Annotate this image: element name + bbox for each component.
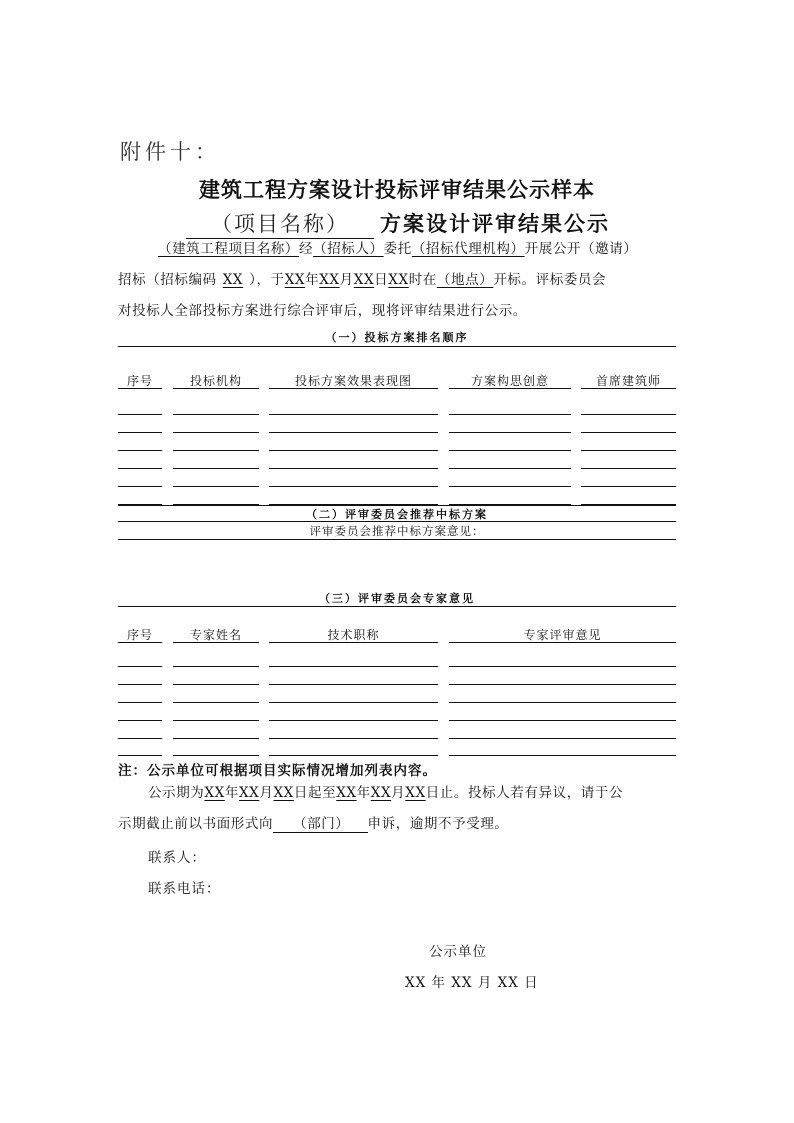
intro-tender-code: XX	[222, 272, 244, 288]
s1-row-4-col-5-line	[581, 450, 676, 451]
intro-text: 月	[339, 272, 354, 288]
s1-row-5-col-5-line	[581, 468, 676, 469]
s3-row-3-col-2-line	[173, 684, 259, 685]
period-end-day: XX	[405, 785, 426, 801]
subtitle-project-name: （项目名称）	[186, 208, 374, 239]
contact-person-label: 联系人：	[148, 850, 206, 866]
s1-row-6-col-2-line	[173, 486, 259, 487]
s1-row-2-col-3-line	[269, 414, 438, 415]
section1-title: （一）投标方案排名顺序	[325, 331, 469, 344]
s1-row-2-col-2-line	[173, 414, 259, 415]
subtitle-text: 方案设计评审结果公示	[380, 211, 610, 236]
s1-row-5-col-3-line	[269, 468, 438, 469]
s3-header-name: 专家姓名	[189, 628, 242, 642]
s1-row-2-col-1-line	[118, 414, 162, 415]
intro-text: 经	[299, 241, 314, 257]
s1-header-render: 投标方案效果表现图	[294, 374, 412, 388]
intro-line-3: 对投标人全部投标方案进行综合评审后，现将评审结果进行公示。	[118, 303, 527, 319]
s1-row-5-col-2-line	[173, 468, 259, 469]
period-text: 月	[391, 785, 406, 801]
section2-title: （二）评审委员会推荐中标方案	[306, 508, 488, 521]
s1-row-6-col-1-line	[118, 486, 162, 487]
period-text: 年	[224, 785, 239, 801]
s1-row-5-col-4-line	[449, 468, 571, 469]
contact-phone-label: 联系电话：	[148, 881, 221, 897]
period-start-year: XX	[204, 785, 225, 801]
period-line-2	[118, 809, 678, 840]
section3-title: （三）评审委员会专家意见	[319, 592, 475, 605]
s3-row-4-col-3-line	[269, 702, 438, 703]
intro-text: 开展公开（邀请）	[524, 241, 638, 257]
s3-row-7-col-4-line	[449, 755, 676, 756]
intro-line-1	[118, 234, 678, 265]
period-text: 月	[259, 785, 274, 801]
period-text: 申诉，逾期不予受理。	[367, 816, 509, 832]
period-start-day: XX	[273, 785, 294, 801]
s3-row-1-col-3-line	[269, 642, 438, 643]
s1-row-1-col-4-line	[449, 388, 571, 389]
s3-row-7-col-2-line	[173, 755, 259, 756]
s1-row-2-col-4-line	[449, 414, 571, 415]
s1-row-4-col-2-line	[173, 450, 259, 451]
s1-row-3-col-5-line	[581, 432, 676, 433]
s3-row-6-col-2-line	[173, 738, 259, 739]
s1-row-1-col-1-line	[118, 388, 162, 389]
s3-header-no: 序号	[126, 628, 153, 642]
intro-project-name: （建筑工程项目名称）	[158, 241, 299, 257]
s3-row-5-col-2-line	[173, 720, 259, 721]
s3-row-1-col-1-line	[118, 642, 162, 643]
intro-text: 委托	[383, 241, 412, 257]
s3-row-6-col-1-line	[118, 738, 162, 739]
s1-row-1-col-2-line	[173, 388, 259, 389]
s3-row-7-col-3-line	[269, 755, 438, 756]
s1-row-1-col-5-line	[581, 388, 676, 389]
s3-row-5-col-1-line	[118, 720, 162, 721]
intro-year: XX	[284, 272, 306, 288]
attachment-label: 附件十：	[120, 140, 220, 164]
period-text: 日起至	[293, 785, 337, 801]
intro-text: ），于	[249, 272, 285, 288]
s3-row-1-col-2-line	[173, 642, 259, 643]
period-department: （部门）	[273, 817, 367, 833]
s1-header-architect: 首席建筑师	[595, 374, 661, 388]
s1-row-4-col-3-line	[269, 450, 438, 451]
s3-header-title: 技术职称	[327, 628, 380, 642]
s1-row-2-col-5-line	[581, 414, 676, 415]
intro-day: XX	[353, 272, 375, 288]
intro-text: 开标。评标委员会	[493, 272, 607, 288]
period-text: 日止。投标人若有异议，请于公	[425, 785, 624, 801]
s3-row-6-col-3-line	[269, 738, 438, 739]
s1-row-4-col-1-line	[118, 450, 162, 451]
intro-hour: XX	[388, 272, 409, 288]
s1-row-3-col-3-line	[269, 432, 438, 433]
intro-month: XX	[319, 272, 340, 288]
s1-header-org: 投标机构	[189, 374, 242, 388]
s3-row-3-col-1-line	[118, 684, 162, 685]
s1-row-6-col-4-line	[449, 486, 571, 487]
intro-tenderee: （招标人）	[313, 241, 384, 257]
section2-mid-rule	[118, 521, 676, 522]
s3-row-4-col-2-line	[173, 702, 259, 703]
s1-row-6-col-3-line	[269, 486, 438, 487]
s3-row-4-col-1-line	[118, 702, 162, 703]
period-end-month: XX	[370, 785, 392, 801]
period-text: 示期截止前以书面形式向	[118, 816, 274, 832]
s1-row-3-col-1-line	[118, 432, 162, 433]
s3-row-2-col-2-line	[173, 666, 259, 667]
s1-row-3-col-2-line	[173, 432, 259, 433]
s3-row-3-col-3-line	[269, 684, 438, 685]
period-start-month: XX	[238, 785, 260, 801]
intro-text: 日	[374, 272, 389, 288]
intro-text: 时在	[408, 272, 437, 288]
s1-row-4-col-4-line	[449, 450, 571, 451]
intro-place: （地点）	[436, 272, 494, 288]
s3-row-3-col-4-line	[449, 684, 676, 685]
period-line-1	[118, 778, 678, 809]
section3-top-rule	[118, 606, 676, 607]
s3-row-5-col-3-line	[269, 720, 438, 721]
period-text: 年	[356, 785, 371, 801]
publisher-unit: 公示单位	[429, 944, 487, 960]
document-title: 建筑工程方案设计投标评审结果公示样本	[199, 177, 595, 202]
publish-date: XX 年 XX 月 XX 日	[405, 975, 539, 991]
s3-header-opinion: 专家评审意见	[523, 628, 602, 642]
s1-header-no: 序号	[126, 374, 153, 388]
s3-row-4-col-4-line	[449, 702, 676, 703]
section2-bottom-rule	[118, 539, 676, 540]
s1-row-6-col-5-line	[581, 486, 676, 487]
intro-text: 招标（招标编码	[118, 272, 217, 288]
period-end-year: XX	[336, 785, 357, 801]
s3-row-5-col-4-line	[449, 720, 676, 721]
s3-row-2-col-3-line	[269, 666, 438, 667]
s3-row-2-col-1-line	[118, 666, 162, 667]
intro-agency: （招标代理机构）	[411, 241, 525, 257]
s3-row-2-col-4-line	[449, 666, 676, 667]
period-text: 公示期为	[148, 785, 205, 801]
s3-row-1-col-4-line	[449, 642, 676, 643]
section1-top-rule	[118, 346, 676, 347]
s1-row-5-col-1-line	[118, 468, 162, 469]
intro-text: 年	[305, 272, 320, 288]
note-text: 注：公示单位可根据项目实际情况增加列表内容。	[118, 763, 437, 779]
s1-row-3-col-4-line	[449, 432, 571, 433]
s1-row-1-col-3-line	[269, 388, 438, 389]
s3-row-7-col-1-line	[118, 755, 162, 756]
section2-opinion-label: 评审委员会推荐中标方案意见：	[309, 524, 485, 538]
s1-header-concept: 方案构思创意	[470, 374, 549, 388]
s3-row-6-col-4-line	[449, 738, 676, 739]
intro-line-2	[118, 265, 678, 296]
